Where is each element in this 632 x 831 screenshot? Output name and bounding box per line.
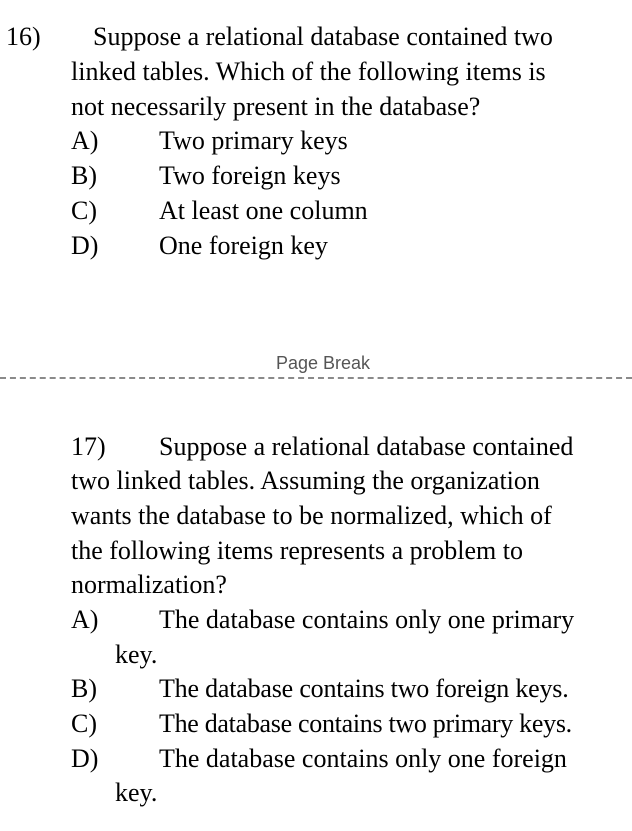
option-text: The database contains two foreign keys. <box>159 674 569 703</box>
option-text: At least one column <box>159 196 368 225</box>
question-number: 16) <box>6 22 41 51</box>
question-text-line: two linked tables. Assuming the organization <box>71 466 540 495</box>
question-text-line: linked tables. Which of the following items is <box>71 57 546 86</box>
option-letter: D) <box>71 231 99 260</box>
question-text-line: normalization? <box>71 570 227 599</box>
option-text: The database contains only one foreign <box>159 744 567 773</box>
option-text: Two foreign keys <box>159 161 341 190</box>
option-letter: A) <box>71 126 99 155</box>
option-text: One foreign key <box>159 231 328 260</box>
option-letter: A) <box>71 605 99 634</box>
option-text: The database contains only one primary <box>159 605 575 634</box>
question-text-line: Suppose a relational database contained two <box>93 22 553 51</box>
page-break-divider <box>0 377 632 379</box>
option-text-continuation: key. <box>115 778 158 807</box>
option-letter: C) <box>71 709 97 738</box>
question-text-line: Suppose a relational database contained <box>159 432 574 461</box>
option-letter: B) <box>71 674 97 703</box>
option-text: The database contains two primary keys. <box>159 709 572 738</box>
question-text-line: not necessarily present in the database? <box>71 92 481 121</box>
question-text-line: wants the database to be normalized, which of <box>71 501 552 530</box>
option-letter: D) <box>71 744 99 773</box>
question-text-line: the following items represents a problem to <box>71 536 524 565</box>
question-number: 17) <box>71 432 106 461</box>
option-text-continuation: key. <box>115 640 158 669</box>
option-letter: B) <box>71 161 97 190</box>
page-break-label: Page Break <box>275 353 371 373</box>
option-text: Two primary keys <box>159 126 348 155</box>
option-letter: C) <box>71 196 97 225</box>
